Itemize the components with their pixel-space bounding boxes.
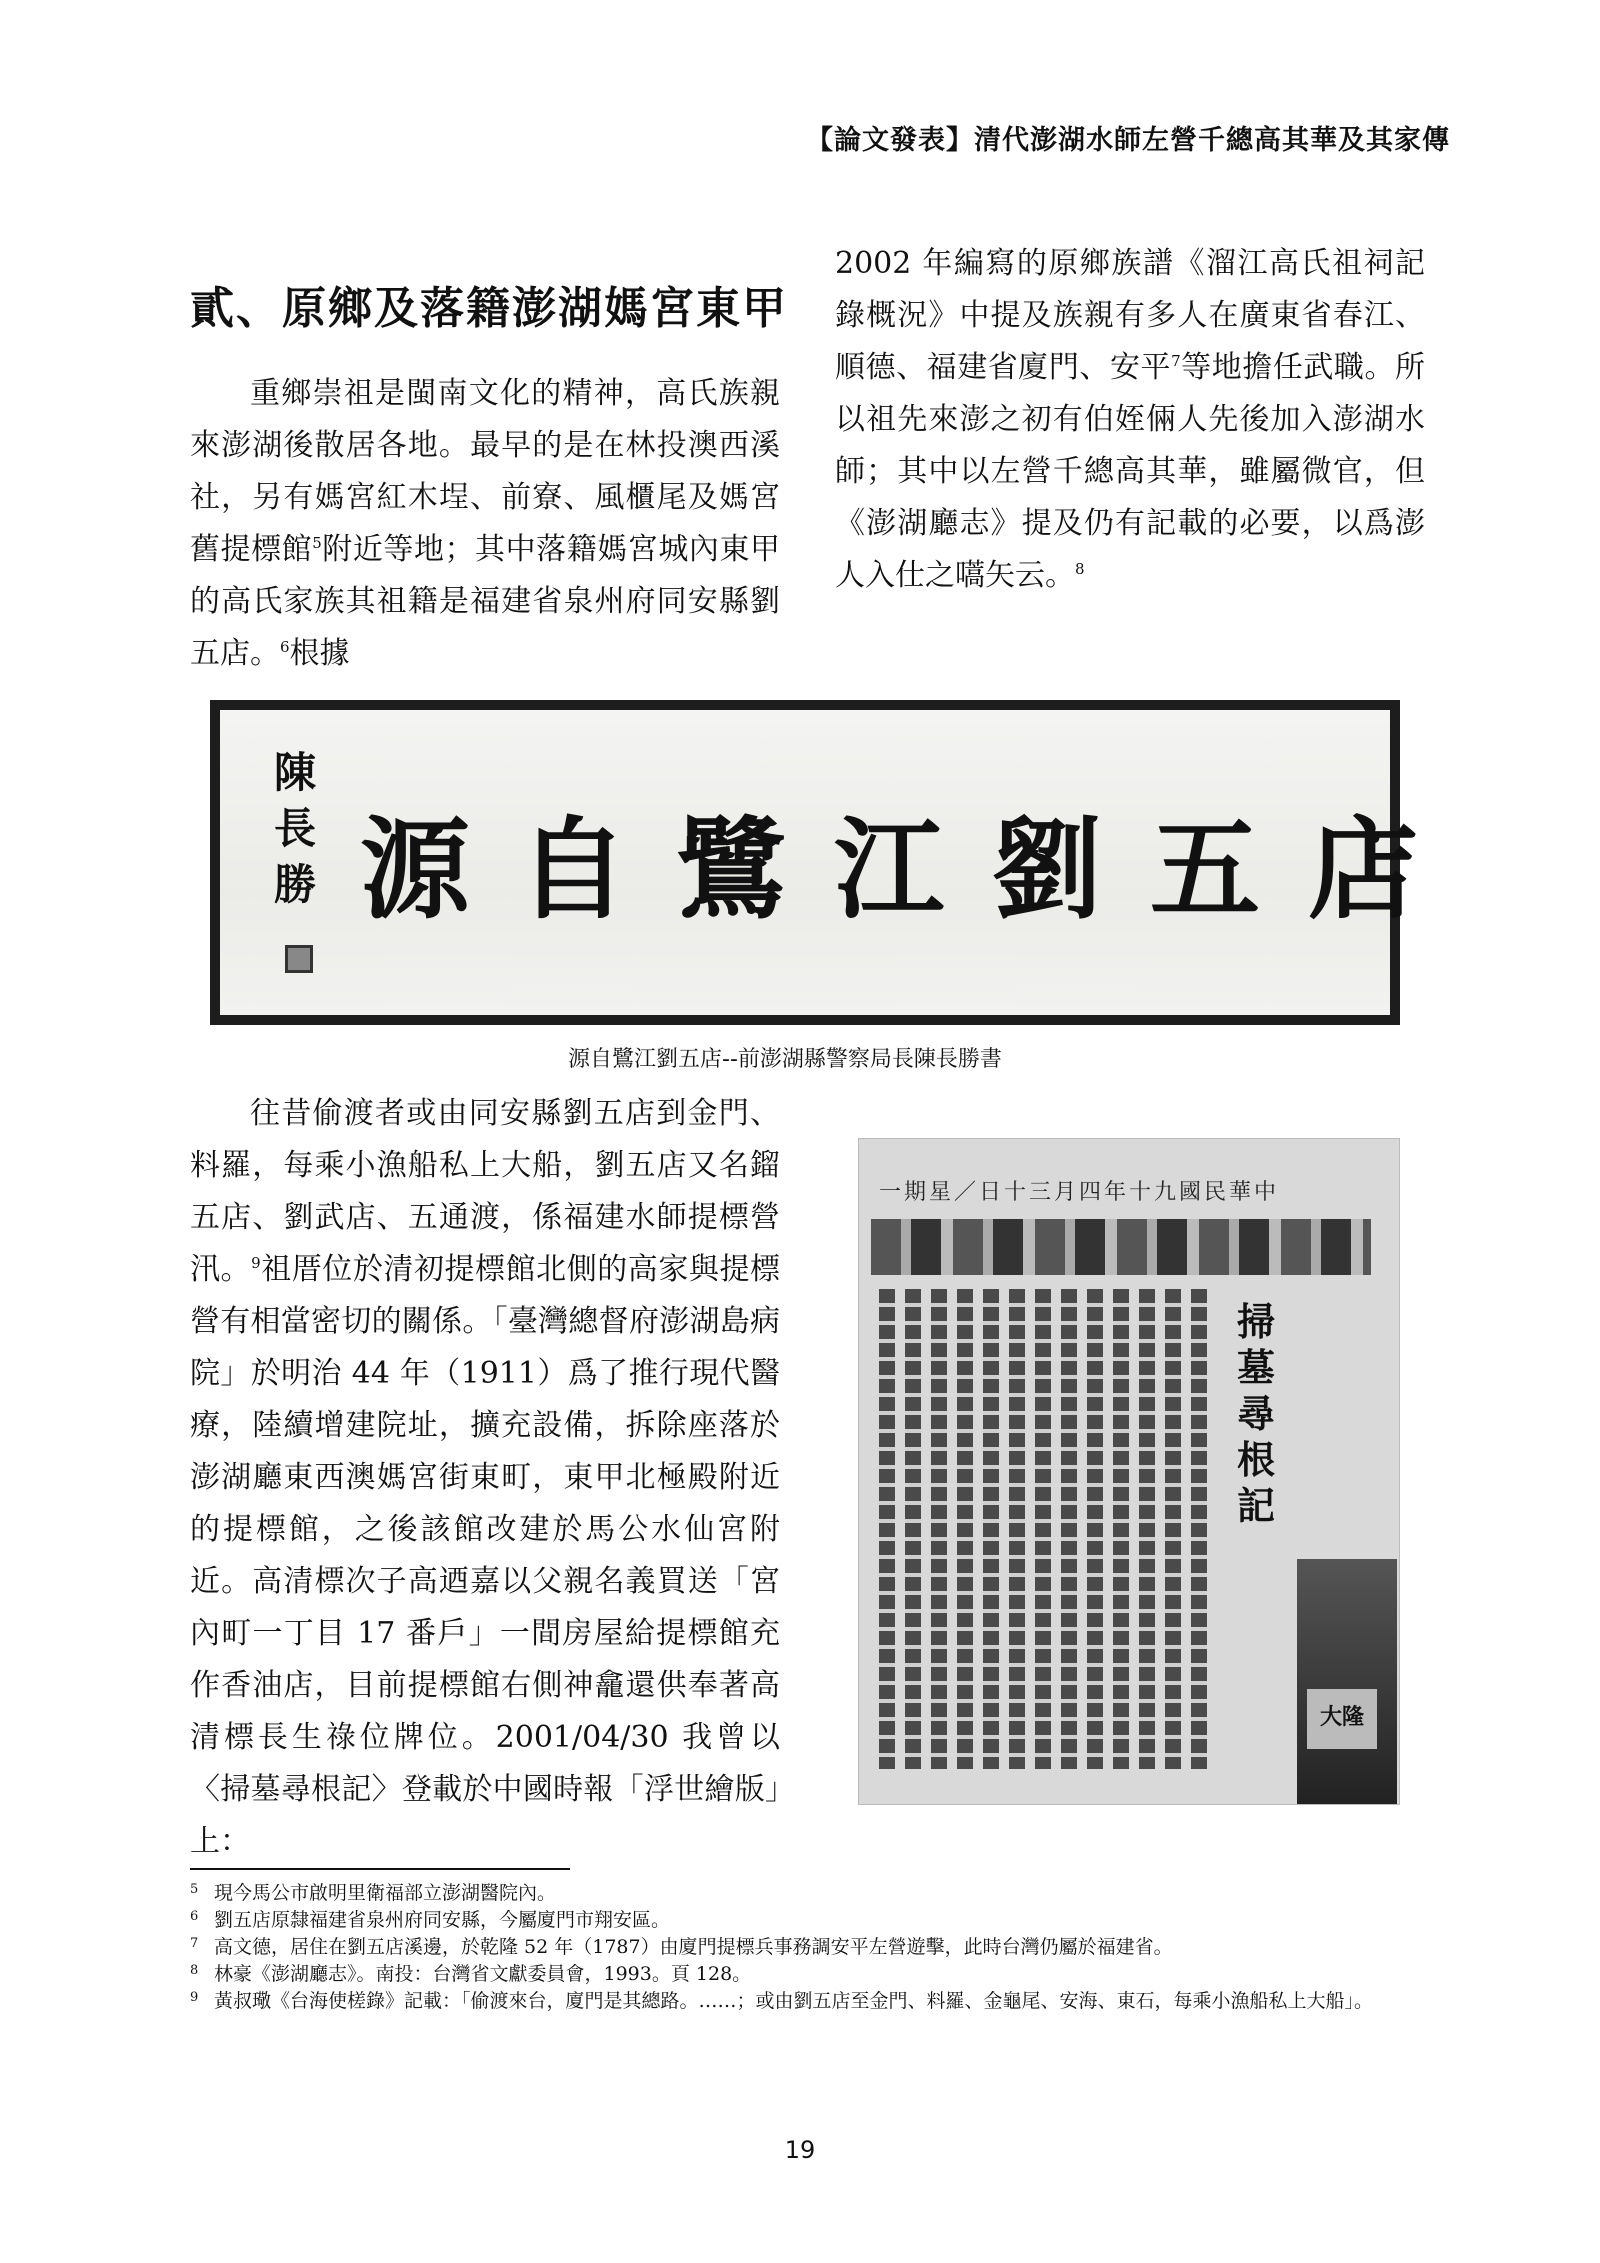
footnote-text: 林豪《澎湖廳志》。南投：台灣省文獻委員會，1993。頁 128。	[214, 1963, 752, 1985]
paragraph-text: 2002 年編寫的原鄉族譜《溜江高氏祖祠記錄概況》中提及族親有多人在廣東省春江、順德、福建省廈門、安平	[835, 246, 1425, 385]
running-header: 【論文發表】清代澎湖水師左營千總高其華及其家傳	[806, 125, 1450, 156]
banner-signature: 陳長勝	[273, 748, 316, 909]
footnote-marker[interactable]: 6	[280, 638, 290, 656]
footnote-text: 現今馬公市啟明里衛福部立澎湖醫院內。	[214, 1882, 557, 1904]
text-column	[983, 1289, 999, 1769]
footnote-number: 6	[190, 1909, 199, 1924]
text-column	[1009, 1289, 1025, 1769]
paragraph-history	[190, 1088, 780, 1868]
calligraphy-banner-image	[210, 700, 1466, 1025]
figure-caption: 源自鷺江劉五店--前澎湖縣警察局長陳長勝書	[568, 1047, 1002, 1072]
footnote-separator	[190, 1868, 570, 1870]
text-column	[1191, 1289, 1207, 1769]
section-heading: 貳、原鄉及落籍澎湖媽宮東甲	[190, 283, 788, 334]
footnote-text: 黃叔璥《台海使槎錄》記載：「偷渡來台，廈門是其總路。……；或由劉五店至金門、料羅、金龜尾、安海、東石，每乘小漁船私上大船」。	[214, 1990, 1374, 2012]
banner-calligraphy-text: 源自鷺江劉五店	[360, 805, 1466, 934]
text-column	[1035, 1289, 1051, 1769]
footnote-list	[190, 1880, 1430, 2015]
footnote-text: 劉五店原隸福建省泉州府同安縣，今屬廈門市翔安區。	[214, 1909, 671, 1931]
footnote-number: 8	[190, 1963, 199, 1978]
text-column	[905, 1289, 921, 1769]
paragraph-origin	[190, 368, 780, 680]
paragraph-text: 祖厝位於清初提標館北側的高家與提標營有相當密切的關係。「臺灣總督府澎湖島病院」於明治 44 年（1911）爲了推行現代醫療，陸續增建院址，擴充設備，拆除座落於澎湖廳東西澳媽宮街東町，東甲北極殿附近的提標館，之後該館改建於馬公水仙宮附近。高清標次子高迺嘉以父親名義買送「宮內町一丁目 17 番戶」一間房屋給提標館充作香油店，目前提標館右側神龕還供奉著高清標長生祿位牌位。2001/04/30 我曾以〈掃墓尋根記〉登載於中國時報「浮世繪版」上：	[190, 1252, 781, 1859]
footnote-item	[190, 1934, 1430, 1961]
page-number: 19	[784, 2136, 816, 2164]
footnote-number: 7	[190, 1936, 199, 1951]
paragraph-text: 重鄉崇祖是閩南文化的精神，高氏族親來澎湖後散居各地。最早的是在林投澳西溪社，另有媽宮紅木埕、前寮、風櫃尾及媽宮舊提標館	[190, 376, 780, 567]
paragraph-text: 等地擔任武職。所以祖先來澎之初有伯姪倆人先後加入澎湖水師；其中以左營千總高其華，雖屬微官，但《澎湖廳志》提及仍有記載的必要，以爲澎人入仕之嚆矢云。	[835, 350, 1426, 593]
footnote-text: 高文德，居住在劉五店溪邊，於乾隆 52 年（1787）由廈門提標兵事務調安平左營遊擊，此時台灣仍屬於福建省。	[214, 1936, 1173, 1958]
newspaper-clipping-image	[858, 1138, 1400, 1805]
text-column	[957, 1289, 973, 1769]
newspaper-photo	[1297, 1559, 1397, 1804]
text-column	[1061, 1289, 1077, 1769]
footnote-marker[interactable]: 5	[312, 534, 322, 552]
footnote-number: 9	[190, 1990, 199, 2005]
footnote-marker[interactable]: 9	[251, 1254, 261, 1272]
footnote-item	[190, 1988, 1430, 2015]
paragraph-text: 根據	[289, 636, 350, 671]
footnote-item	[190, 1880, 1430, 1907]
text-column	[1113, 1289, 1129, 1769]
paragraph-text: 附近等地；其中落籍媽宮城內東甲的高氏家族其祖籍是福建省泉州府同安縣劉五店。	[190, 532, 781, 671]
footnote-marker[interactable]: 7	[1171, 352, 1181, 370]
newspaper-photo-sign: 大隆	[1307, 1689, 1377, 1749]
text-column	[879, 1289, 895, 1769]
paragraph-text: 往昔偷渡者或由同安縣劉五店到金門、料羅，每乘小漁船私上大船，劉五店又名鎦五店、劉武店、五通渡，係福建水師提標營汛。	[190, 1096, 780, 1287]
text-column	[1165, 1289, 1181, 1769]
footnote-marker[interactable]: 8	[1075, 560, 1085, 578]
text-column	[931, 1289, 947, 1769]
seal-stamp-icon	[285, 945, 313, 973]
newspaper-illustration-band	[871, 1219, 1371, 1275]
footnote-number: 5	[190, 1882, 199, 1897]
text-column	[1087, 1289, 1103, 1769]
newspaper-masthead: 一期星／日十三月四年十九國民華中	[879, 1180, 1280, 1205]
paragraph-genealogy	[835, 238, 1425, 602]
newspaper-article-title: 掃墓尋根記	[1236, 1299, 1275, 1528]
banner-paper	[220, 710, 1466, 1015]
footnote-item	[190, 1907, 1430, 1934]
text-column	[1139, 1289, 1155, 1769]
footnote-item	[190, 1961, 1430, 1988]
